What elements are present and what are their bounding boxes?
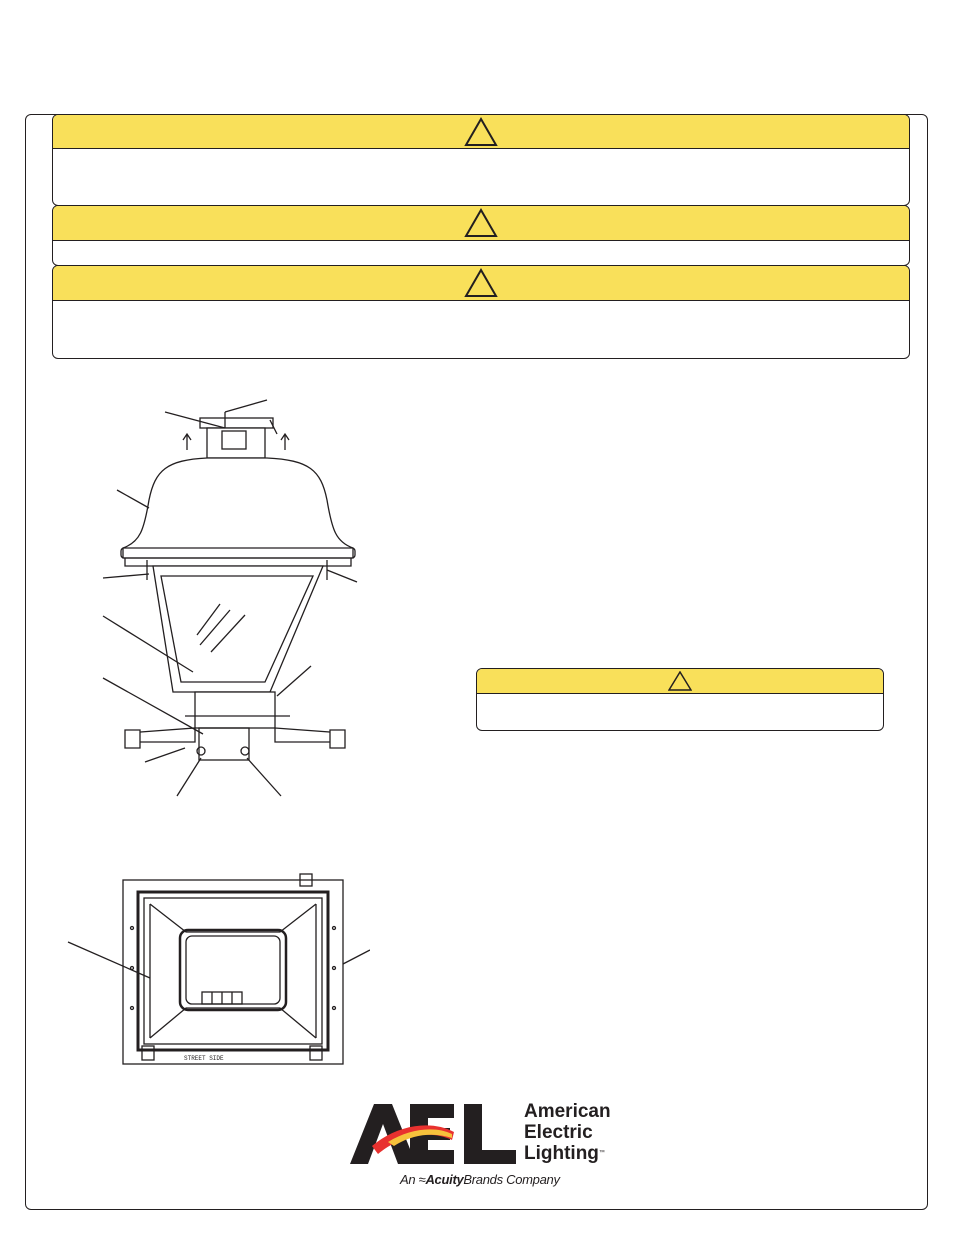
warning-header [53,206,909,241]
luminaire-diagram [95,390,385,800]
logo-line-lighting-text: Lighting [524,1143,599,1164]
warning-box-2 [52,205,910,266]
warning-header [53,115,909,149]
logo-line-electric: Electric [524,1122,593,1143]
logo-tag-prefix: An [400,1172,416,1187]
ael-logo [348,1098,638,1190]
warning-triangle-icon [464,208,498,238]
logo-tag-brand: Acuity [425,1172,464,1187]
warning-triangle-icon [464,117,498,147]
warning-box-1 [52,114,910,206]
warning-header [477,669,883,694]
street-side-label: STREET SIDE [184,1055,224,1062]
warning-box-4 [476,668,884,731]
warning-triangle-icon [668,671,692,691]
logo-line-american: American [524,1101,611,1122]
warning-box-3 [52,265,910,359]
acuity-swoosh-icon: ≈ [418,1172,426,1187]
logo-tag-suffix: Brands Company [463,1172,560,1187]
warning-triangle-icon [464,268,498,298]
luminaire-bottom-diagram [60,868,370,1073]
logo-line-lighting [524,1143,605,1164]
logo-tm: ™ [598,1150,605,1156]
logo-tagline [400,1172,560,1187]
ael-logo-mark [348,1102,518,1168]
warning-header [53,266,909,301]
